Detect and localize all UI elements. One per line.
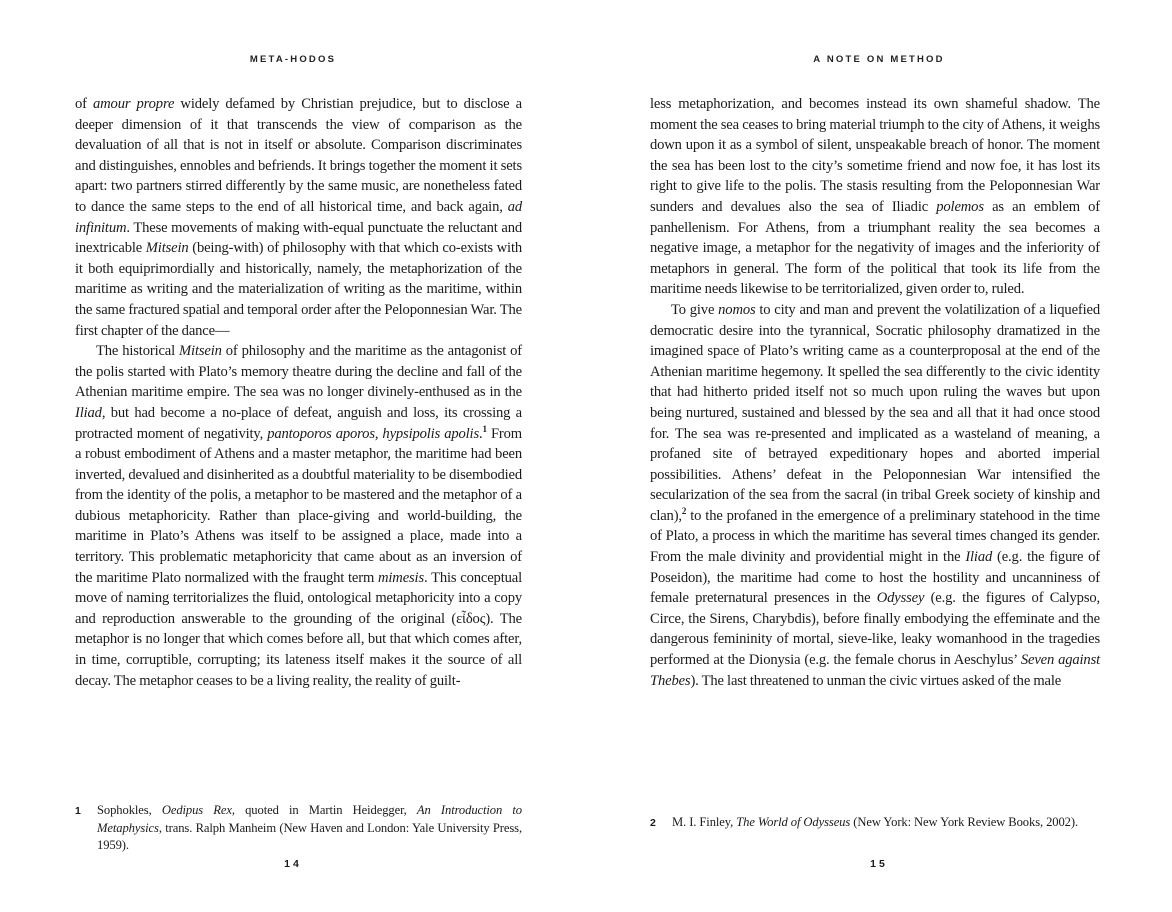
footnote <box>75 802 522 855</box>
page-body <box>75 94 522 691</box>
body-paragraph: The historical Mitsein of philosophy and the maritime as the antagonist of the polis started with Plato’s memory theatre during the decline and fall of the Athenian maritime empire. The sea was no longer divinely-enthused as in the Iliad, but had become a no-place of defeat, anguish and loss, its crossing a protracted moment of negativity, pantoporos aporos, hypsipolis apolis.$^1$ From a robust embodiment of Athens and a master metaphor, the maritime had been inverted, devalued and disinherited as a doubtful materiality to be disembodied from the identity of the polis, a metaphor to be mastered and the metaphor of a dubious metaphoricity. Rather than place-giving and world-building, the maritime in Plato’s Athens was itself to be assigned a place, made into a territory. This problematic metaphoricity that came about as an inversion of the maritime Plato normalized with the fraught term mimesis. This conceptual move of naming territorializes the fluid, ontological metaphoricity into a copy and reproduction answerable to the grounding of the original (εἶδος). The metaphor is no longer that which comes before all, but that which comes after, in time, corruptible, corrupting; its lateness itself makes it the source of all decay. The metaphor ceases to be a living reality, the reality of guilt- <box>75 343 522 689</box>
page-body <box>650 94 1100 691</box>
footnotes <box>650 814 1100 833</box>
page-number: 15 <box>870 858 888 870</box>
running-header: META-HODOS <box>249 54 337 65</box>
page-number: 14 <box>284 858 302 870</box>
body-paragraph: less metaphorization, and becomes instead its own shameful shadow. The moment the sea ceases to bring material triumph to the city of Athens, it weighs down upon it as a symbol of silent, unspeakable breach of honor. The moment the sea has been lost to the city’s sometime friend and now foe, it has lost its right to give life to the polis. The stasis resulting from the Peloponnesian War sunders and devalues also the sea of Iliadic polemos as an emblem of panhellenism. For Athens, from a triumphant reality the sea becomes a negative image, a metaphor for the negativity of images and the inferiority of metaphors in general. The form of the political that took its life from the maritime needs likewise to be territorialized, given order to, ruled. <box>650 96 1101 298</box>
book-page-right <box>586 0 1172 912</box>
footnote-text: M. I. Finley, The World of Odysseus (New York: New York Review Books, 2002). <box>672 815 1079 829</box>
footnote <box>650 814 1100 833</box>
footnote-number: 2 <box>650 817 656 829</box>
footnote-text: Sophokles, Oedipus Rex, quoted in Martin Heidegger, An Introduction to Metaphysics, trans. Ralph Manheim (New Haven and London: Yale University Press, 1959). <box>97 803 522 853</box>
running-header: A NOTE ON METHOD <box>813 54 945 65</box>
body-paragraph: of amour propre widely defamed by Christian prejudice, but to disclose a deeper dimension of it that transcends the view of comparison as the devaluation of all that is not in itself or absolute. Comparison discriminates and distinguishes, ennobles and befriends. It brings together the moment it sets apart: two partners stirred differently by the same music, are nonetheless fated to dance the same steps to the end of all historical time, and back again, ad infinitum. These movements of making with-equal punctuate the reluctant and inextricable Mitsein (being-with) of philosophy with that which co-exists with it both equiprimordially and historically, namely, the metaphorization of the maritime as writing and the materialization of writing as the maritime, within the same fractured spatial and temporal order after the Peloponnesian War. The first chapter of the dance— <box>75 96 523 339</box>
footnotes <box>75 802 522 855</box>
footnote-number: 1 <box>75 805 81 817</box>
body-paragraph: To give nomos to city and man and prevent the volatilization of a liquefied democratic desire into the tyrannical, Socratic philosophy dramatized in the imagined space of Plato’s writing came as a counterproposal at the end of the Athenian maritime hegemony. It spelled the sea differently to the civic identity that had hitherto prided itself not so much upon ruling the waves but upon being nurtured, sustained and blessed by the sea and all that it had once stood for. The sea was re-presented and implicated as a wasteland of meaning, a profaned site of betrayed expeditionary hopes and aborted imperial possibilities. Athens’ defeat in the Peloponnesian War intensified the secularization of the sea from the sacral (in tribal Greek society of kinship and clan),$^2$ to the profaned in the emergence of a preliminary statehood in the time of Plato, a process in which the maritime has several times changed its gender. From the male divinity and providential might in the Iliad (e.g. the figure of Poseidon), the maritime had come to host the hostility and uncanniness of female preternatural presences in the Odyssey (e.g. the figures of Calypso, Circe, the Sirens, Charybdis), before finally embodying the effeminate and the dangerous femininity of mortal, sieve-like, leaky womanhood in the tragedies performed at the Dionysia (e.g. the female chorus in Aeschylus’ Seven against Thebes). The last threatened to unman the civic virtues asked of the male <box>650 301 1101 689</box>
